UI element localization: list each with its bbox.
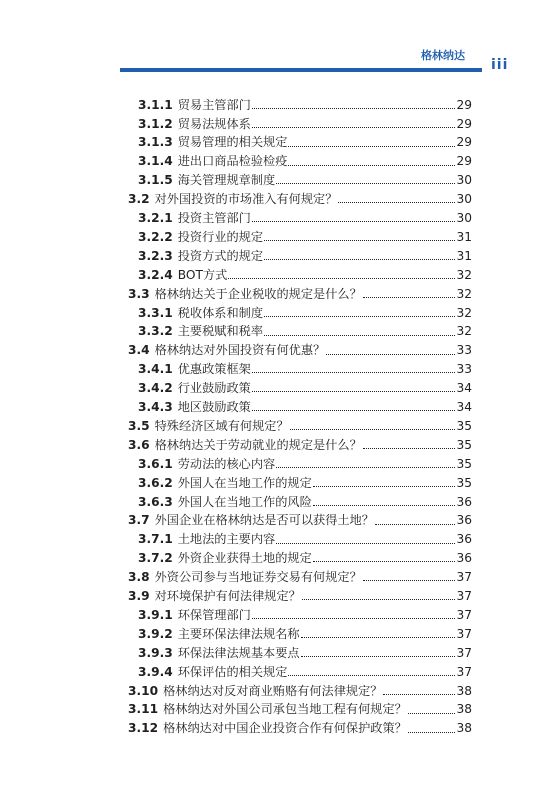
- toc-leader-dots: [252, 390, 456, 392]
- toc-entry-title: 贸易管理的相关规定: [177, 135, 288, 150]
- toc-leader-dots: [276, 182, 455, 184]
- toc-entry-number: 3.7.2: [138, 551, 173, 566]
- toc-entry-title: 主要税赋和税率: [177, 324, 264, 339]
- toc-leader-dots: [264, 334, 455, 336]
- toc-entry-title: 外资公司参与当地证券交易有何规定？: [154, 570, 362, 585]
- toc-entry-title: 环保管理部门: [177, 607, 251, 622]
- toc-entry[interactable]: [138, 262, 472, 281]
- toc-entry-title: 外国人在当地工作的规定: [177, 475, 312, 490]
- toc-entry-page: 29: [456, 97, 472, 112]
- toc-leader-dots: [290, 428, 456, 430]
- toc-entry[interactable]: [138, 300, 472, 319]
- toc-entry-title: 格林纳达对中国企业投资合作有何保护政策？: [163, 721, 407, 736]
- toc-entry-number: 3.9.1: [138, 607, 173, 622]
- toc-entry-page: 30: [456, 192, 472, 207]
- header-rule: [120, 68, 482, 72]
- toc-entry-number: 3.7: [128, 513, 150, 528]
- toc-leader-dots: [363, 296, 456, 298]
- toc-entry[interactable]: [138, 149, 472, 168]
- toc-entry-number: 3.2.2: [138, 229, 173, 244]
- toc-leader-dots: [326, 353, 455, 355]
- toc-entry-page: 34: [456, 381, 472, 396]
- toc-entry[interactable]: [138, 470, 472, 489]
- toc-entry[interactable]: [138, 319, 472, 338]
- toc-entry-page: 36: [456, 513, 472, 528]
- toc-leader-dots: [252, 220, 456, 222]
- toc-entry-number: 3.4.3: [138, 400, 173, 415]
- toc-leader-dots: [264, 258, 455, 260]
- toc-entry-number: 3.3.1: [138, 305, 173, 320]
- toc-leader-dots: [276, 466, 455, 468]
- toc-entry[interactable]: [138, 394, 472, 413]
- toc-entry-page: 30: [456, 173, 472, 188]
- toc-entry-title: BOT方式: [177, 267, 228, 282]
- toc-entry-number: 3.6.1: [138, 456, 173, 471]
- toc-entry-page: 31: [456, 248, 472, 263]
- toc-leader-dots: [301, 636, 456, 638]
- toc-entry-number: 3.11: [128, 702, 159, 717]
- toc-leader-dots: [252, 371, 456, 373]
- toc-entry[interactable]: [128, 716, 472, 735]
- toc-entry[interactable]: [138, 640, 472, 659]
- toc-entry-title: 海关管理规章制度: [177, 173, 276, 188]
- toc-entry-number: 3.9: [128, 589, 150, 604]
- toc-entry-page: 32: [456, 267, 472, 282]
- toc-entry-title: 外国人在当地工作的风险: [177, 494, 312, 509]
- toc-leader-dots: [288, 145, 455, 147]
- toc-entry[interactable]: [138, 357, 472, 376]
- toc-entry[interactable]: [138, 111, 472, 130]
- toc-entry-title: 特殊经济区域有何规定？: [154, 418, 289, 433]
- toc-entry-number: 3.2.4: [138, 267, 173, 282]
- toc-entry[interactable]: [138, 659, 472, 678]
- toc-leader-dots: [276, 542, 455, 544]
- running-header-title: 格林纳达: [421, 49, 465, 62]
- toc-entry-number: 3.5: [128, 418, 150, 433]
- toc-entry-title: 贸易法规体系: [177, 116, 251, 131]
- toc-entry-number: 3.1.3: [138, 135, 173, 150]
- toc-entry-number: 3.1.2: [138, 116, 173, 131]
- toc-entry[interactable]: [138, 243, 472, 262]
- toc-leader-dots: [252, 107, 456, 109]
- toc-entry[interactable]: [138, 451, 472, 470]
- toc-leader-dots: [288, 674, 455, 676]
- toc-entry-number: 3.10: [128, 683, 159, 698]
- toc-entry-page: 32: [456, 305, 472, 320]
- toc-entry[interactable]: [128, 281, 472, 300]
- toc-leader-dots: [252, 409, 456, 411]
- toc-leader-dots: [288, 164, 455, 166]
- toc-leader-dots: [264, 315, 455, 317]
- toc-leader-dots: [228, 277, 455, 279]
- toc-entry-page: 37: [456, 626, 472, 641]
- toc-entry-page: 36: [456, 494, 472, 509]
- toc-entry-page: 35: [456, 456, 472, 471]
- toc-entry[interactable]: [138, 224, 472, 243]
- toc-entry[interactable]: [138, 621, 472, 640]
- toc-entry-page: 32: [456, 286, 472, 301]
- toc-leader-dots: [302, 598, 456, 600]
- toc-entry-number: 3.6: [128, 437, 150, 452]
- toc-entry-number: 3.3.2: [138, 324, 173, 339]
- toc-leader-dots: [313, 485, 456, 487]
- toc-entry-title: 优惠政策框架: [177, 362, 251, 377]
- toc-leader-dots: [252, 126, 456, 128]
- toc-entry-page: 29: [456, 154, 472, 169]
- toc-entry[interactable]: [128, 565, 472, 584]
- toc-entry-title: 进出口商品检验检疫: [177, 154, 288, 169]
- toc-entry[interactable]: [138, 168, 472, 187]
- toc-entry[interactable]: [128, 678, 472, 697]
- toc-entry-page: 35: [456, 418, 472, 433]
- toc-entry-number: 3.6.3: [138, 494, 173, 509]
- toc-leader-dots: [383, 693, 455, 695]
- toc-entry-title: 外资企业获得土地的规定: [177, 551, 312, 566]
- toc-entry-title: 投资主管部门: [177, 211, 251, 226]
- toc-entry-number: 3.6.2: [138, 475, 173, 490]
- toc-entry-title: 格林纳达关于企业税收的规定是什么？: [154, 286, 362, 301]
- toc-entry-title: 格林纳达对外国投资有何优惠？: [154, 343, 326, 358]
- toc-entry-page: 37: [456, 570, 472, 585]
- toc-entry-title: 主要环保法律法规名称: [177, 626, 300, 641]
- toc-entry[interactable]: [128, 187, 472, 206]
- toc-leader-dots: [408, 731, 456, 733]
- toc-entry-page: 32: [456, 324, 472, 339]
- toc-entry-title: 外国企业在格林纳达是否可以获得土地？: [154, 513, 374, 528]
- toc-entry[interactable]: [138, 527, 472, 546]
- toc-entry[interactable]: [138, 546, 472, 565]
- toc-entry-page: 38: [456, 683, 472, 698]
- toc-entry-page: 38: [456, 721, 472, 736]
- toc-entry-page: 33: [456, 343, 472, 358]
- toc-entry-page: 37: [456, 664, 472, 679]
- toc-entry-number: 3.1.5: [138, 173, 173, 188]
- toc-entry-title: 投资行业的规定: [177, 229, 264, 244]
- toc-entry-title: 投资方式的规定: [177, 248, 264, 263]
- toc-leader-dots: [363, 579, 456, 581]
- toc-entry-page: 37: [456, 645, 472, 660]
- toc-leader-dots: [252, 617, 456, 619]
- page-number: iii: [491, 57, 509, 73]
- toc-leader-dots: [408, 712, 456, 714]
- toc-entry-page: 36: [456, 532, 472, 547]
- toc-entry-number: 3.12: [128, 721, 159, 736]
- toc-entry-page: 37: [456, 589, 472, 604]
- toc-entry-title: 环保评估的相关规定: [177, 664, 288, 679]
- toc-entry-title: 税收体系和制度: [177, 305, 264, 320]
- toc-entry[interactable]: [138, 602, 472, 621]
- toc-entry-page: 29: [456, 116, 472, 131]
- toc-entry-title: 行业鼓励政策: [177, 381, 251, 396]
- toc-entry-title: 劳动法的核心内容: [177, 456, 276, 471]
- toc-entry-number: 3.1.1: [138, 97, 173, 112]
- toc-entry-page: 34: [456, 400, 472, 415]
- toc-entry-page: 38: [456, 702, 472, 717]
- toc-entry-title: 环保法律法规基本要点: [177, 645, 300, 660]
- toc-entry-page: 31: [456, 229, 472, 244]
- toc-entry-title: 土地法的主要内容: [177, 532, 276, 547]
- toc-entry[interactable]: [138, 205, 472, 224]
- toc-entry[interactable]: [128, 432, 472, 451]
- toc-entry-page: 35: [456, 437, 472, 452]
- toc-entry-number: 3.2.1: [138, 211, 173, 226]
- toc-entry-page: 35: [456, 475, 472, 490]
- toc-entry[interactable]: [138, 130, 472, 149]
- toc-entry-page: 37: [456, 607, 472, 622]
- toc-entry-title: 格林纳达对反对商业贿赂有何法律规定？: [163, 683, 383, 698]
- toc-entry-number: 3.4: [128, 343, 150, 358]
- toc-entry-number: 3.9.3: [138, 645, 173, 660]
- toc-entry-number: 3.9.4: [138, 664, 173, 679]
- toc-entry-number: 3.9.2: [138, 626, 173, 641]
- toc-entry-title: 对环境保护有何法律规定？: [154, 589, 301, 604]
- toc-entry-number: 3.4.2: [138, 381, 173, 396]
- toc-entry-number: 3.7.1: [138, 532, 173, 547]
- toc-entry-title: 贸易主管部门: [177, 97, 251, 112]
- toc-leader-dots: [363, 447, 456, 449]
- toc-leader-dots: [338, 201, 455, 203]
- toc-entry[interactable]: [128, 413, 472, 432]
- toc-entry-number: 3.3: [128, 286, 150, 301]
- toc-entry-title: 格林纳达关于劳动就业的规定是什么？: [154, 437, 362, 452]
- toc-entry-title: 对外国投资的市场准入有何规定？: [154, 192, 338, 207]
- toc-entry-number: 3.1.4: [138, 154, 173, 169]
- toc-entry-number: 3.2: [128, 192, 150, 207]
- toc-entry[interactable]: [138, 376, 472, 395]
- toc-entry-page: 30: [456, 211, 472, 226]
- toc-leader-dots: [301, 655, 456, 657]
- toc-entry[interactable]: [128, 583, 472, 602]
- toc-entry-number: 3.8: [128, 570, 150, 585]
- toc-entry-page: 36: [456, 551, 472, 566]
- toc-leader-dots: [375, 523, 456, 525]
- toc-entry-number: 3.2.3: [138, 248, 173, 263]
- toc-entry[interactable]: [138, 92, 472, 111]
- toc-entry[interactable]: [138, 489, 472, 508]
- toc-entry[interactable]: [128, 338, 472, 357]
- toc-entry-number: 3.4.1: [138, 362, 173, 377]
- toc-leader-dots: [264, 239, 455, 241]
- toc-leader-dots: [313, 560, 456, 562]
- toc-entry[interactable]: [128, 697, 472, 716]
- toc-entry-page: 29: [456, 135, 472, 150]
- toc-entry-title: 格林纳达对外国公司承包当地工程有何规定？: [163, 702, 407, 717]
- toc-leader-dots: [313, 504, 456, 506]
- toc-entry-title: 地区鼓励政策: [177, 400, 251, 415]
- toc-entry-page: 33: [456, 362, 472, 377]
- toc-entry[interactable]: [128, 508, 472, 527]
